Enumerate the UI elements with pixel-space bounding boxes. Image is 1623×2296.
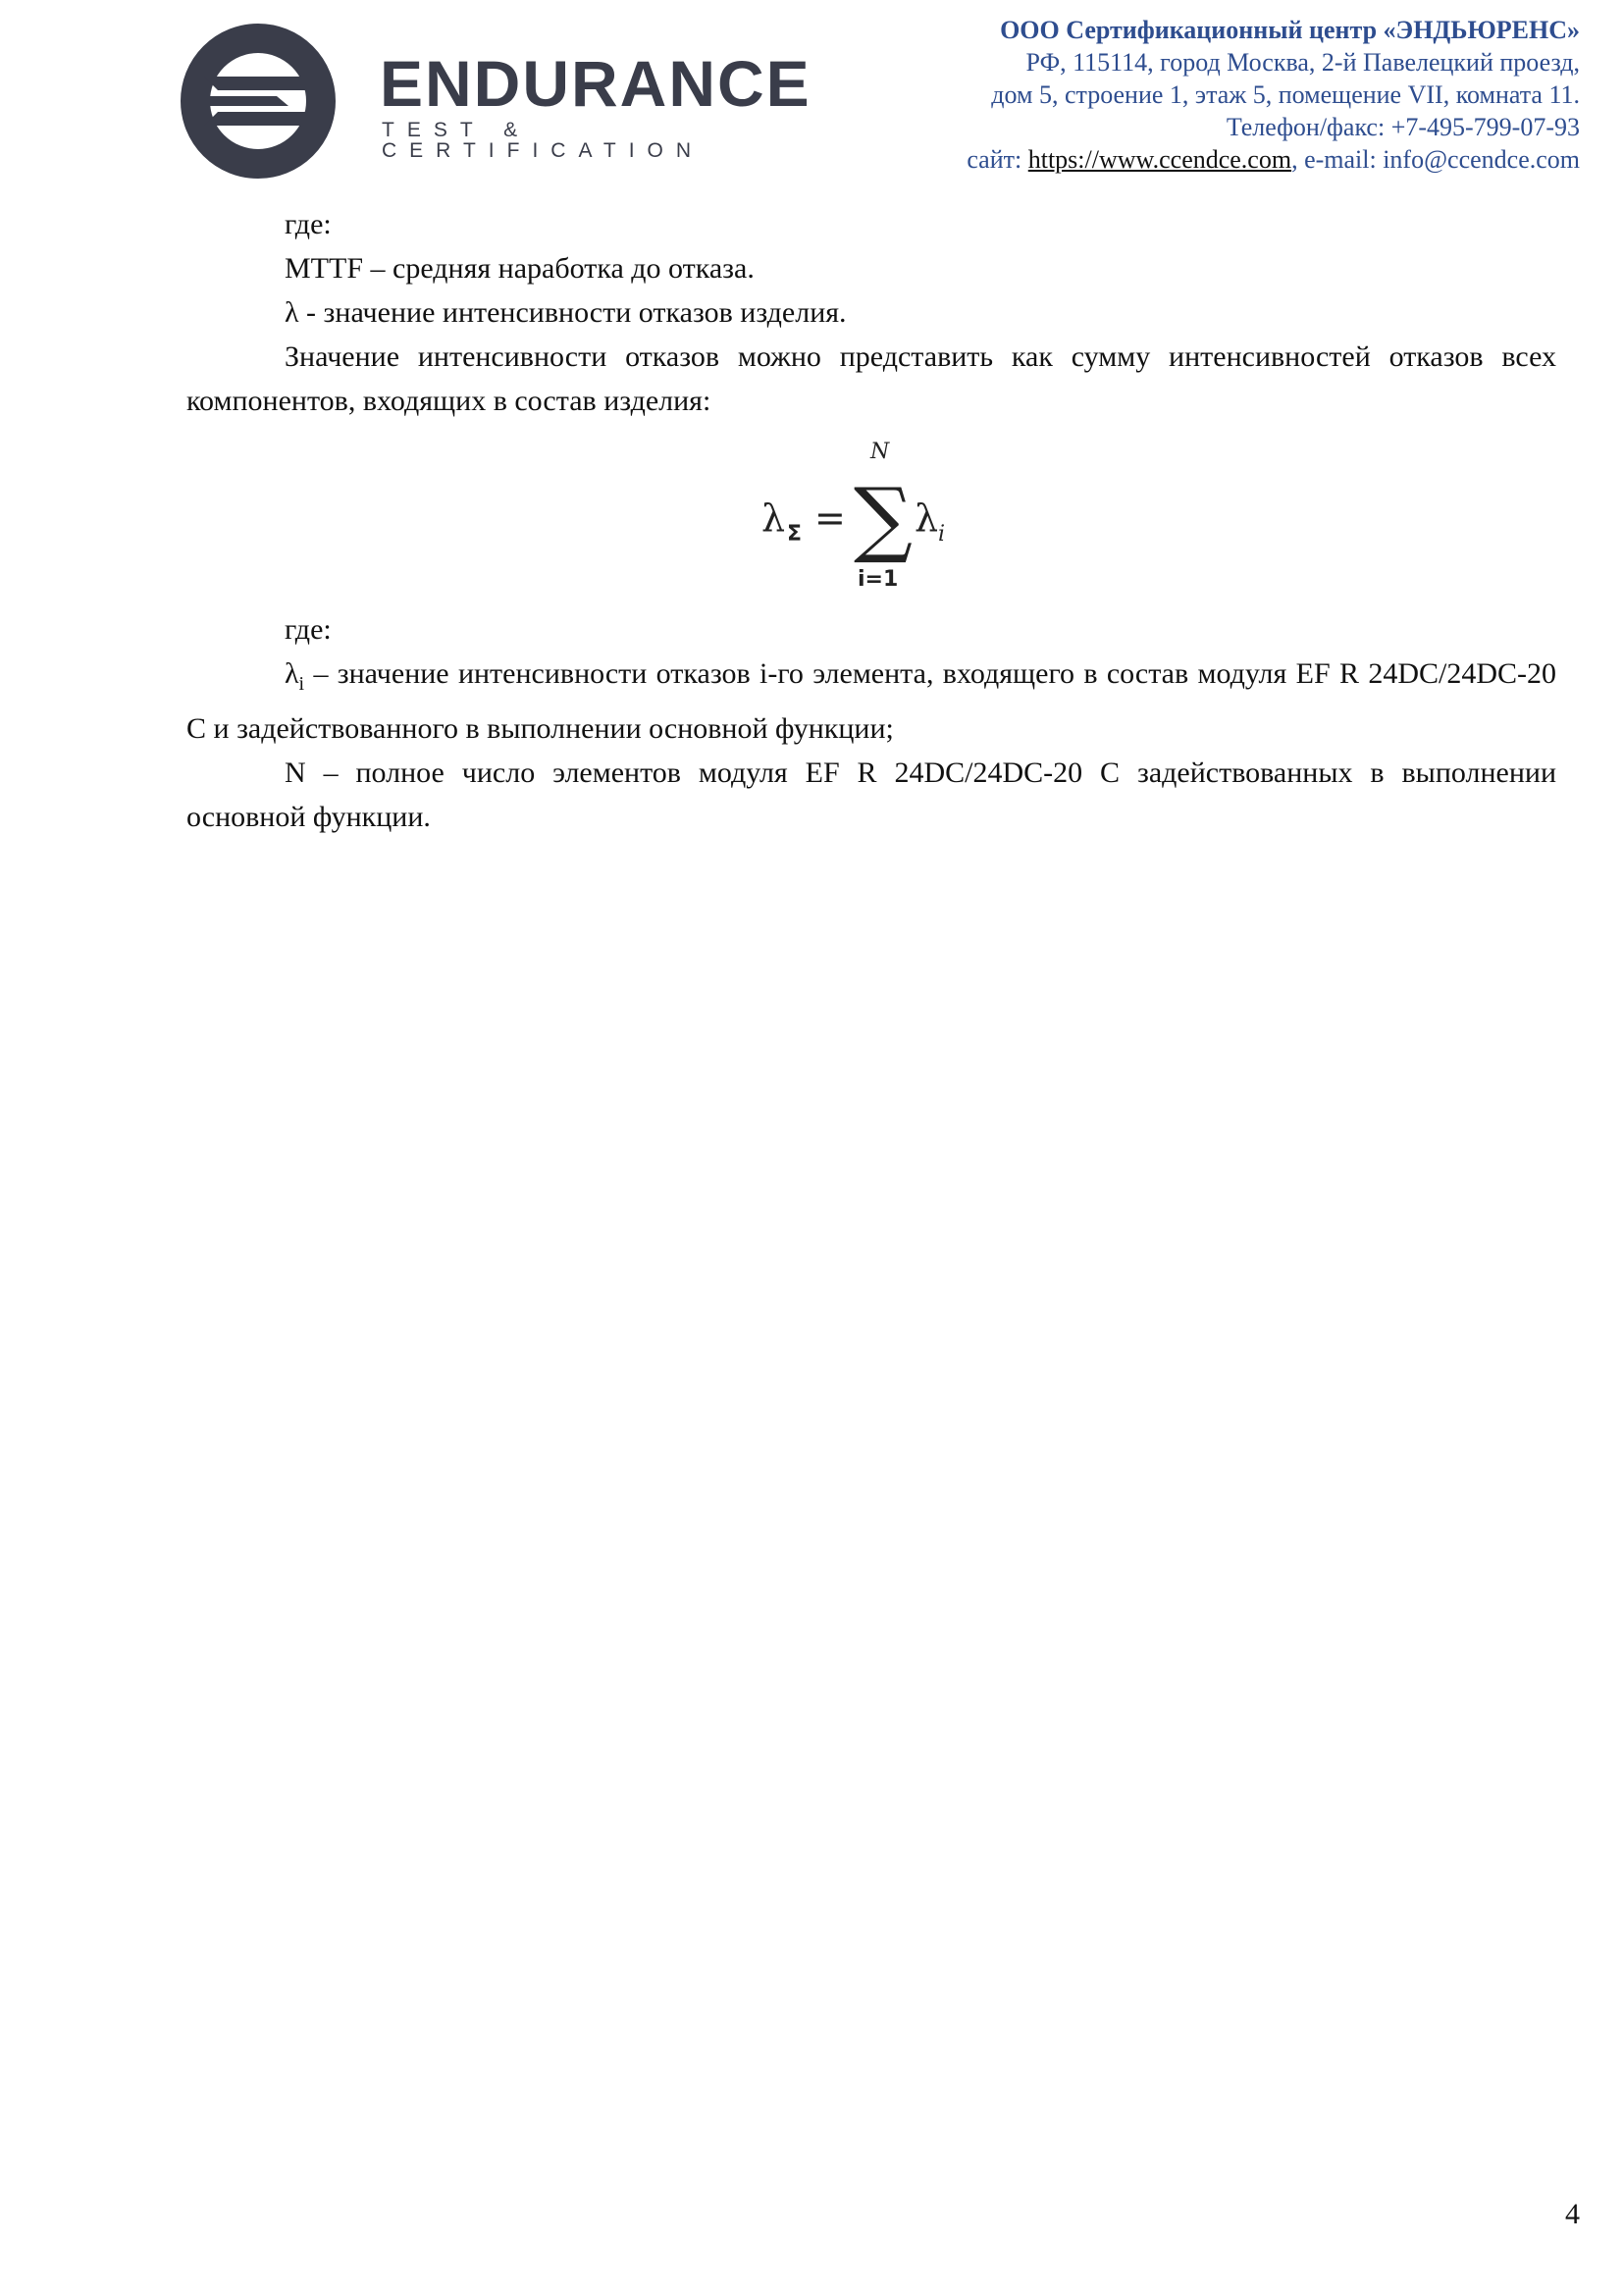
sum-symbol: ∑ [854,470,913,566]
formula-block [186,423,1556,607]
formula-lhs-sub: Σ [787,522,803,547]
formula-term-sub: i [938,522,946,547]
company-address-line2: дом 5, строение 1, этаж 5, помещение VII, комната 11. [991,80,1580,109]
logo-wordmark: ENDURANCE [380,47,812,120]
company-name: ООО Сертификационный центр «ЭНДЬЮРЕНС» [1000,16,1580,44]
paragraph-lambda: λ - значение интенсивности отказов изделия. [285,296,847,329]
company-info [834,14,1580,176]
site-link[interactable]: https://www.ccendce.com [1027,145,1292,174]
paragraph-where-2: где: [285,613,332,646]
paragraph-mttf: MTTF – средняя наработка до отказа. [285,252,755,285]
company-logo [179,22,826,181]
company-contacts [834,143,1580,176]
company-email: , e-mail: info@ccendce.com [1291,145,1580,174]
sum-formula [758,431,973,598]
formula-equals: = [814,496,846,540]
lambda-i-text: – значение интенсивности отказов i-го элемента, входящего в состав модуля EF R 24DC/24DC-20 C и задействованного в выполнении основной функции; [186,657,1556,745]
formula-lhs: λ [761,496,786,540]
paragraph-where-1: где: [285,208,332,240]
company-address-line1: РФ, 115114, город Москва, 2-й Павелецкий проезд, [1025,48,1580,77]
document-body [186,202,1556,839]
page-number: 4 [1565,2198,1580,2230]
paragraph-n-count: N – полное число элементов модуля EF R 24DC/24DC-20 C задействованных в выполнении основной функции. [186,757,1556,833]
paragraph-lambda-i [186,652,1556,751]
endurance-emblem-icon [179,22,338,181]
formula-term: λ [915,496,939,540]
company-phone: Телефон/факс: +7-495-799-07-93 [1226,113,1580,141]
lambda-i-symbol: λ [285,657,299,690]
lambda-i-subscript: i [298,673,305,695]
formula-lower: i=1 [858,567,899,592]
logo-subtitle: TEST & CERTIFICATION [382,119,705,162]
formula-upper: N [870,440,890,464]
site-label: сайт: [967,145,1028,174]
paragraph-sum-intro: Значение интенсивности отказов можно представить как сумму интенсивностей отказов всех компонентов, входящих в состав изделия: [186,340,1556,417]
